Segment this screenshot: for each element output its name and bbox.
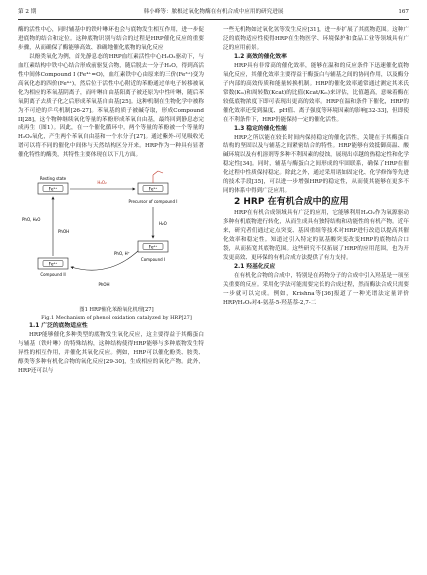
issue-number: 第 2 期: [18, 9, 37, 15]
chapter-heading: 2 HRP 在有机合成中的应用: [234, 197, 349, 208]
h2o-label: H₂O: [159, 221, 167, 227]
fe3-label: Fe³⁺: [148, 186, 158, 192]
section-heading: 2.1 羟基化反应: [234, 263, 276, 270]
paragraph: 酶的活性中心，同时辅基中的铁叶啉环也会与底物发生相互作用，进一步促进底物的结合和定位。这种底物识别与结合的过程是HRP催化反应的重要步骤，从而确保了酶能够高效、准确地催化底物的氧化反应: [18, 27, 204, 51]
figure-caption-en: Fig.1 Mechanism of phenol oxidation catalyzed by HRP[27]: [41, 314, 192, 321]
compound-ii-heme: [38, 258, 68, 277]
paragraph: 一些无机物如过氧化氢等发生反应[31]，进一步扩展了其底物范围。这种广泛的底物适应性使得HRP在生物医学、环境保护和食品工业等领域具有广泛的应用前景。: [223, 27, 409, 51]
paragraph: HRP在有机合成领域具有广泛的应用，它能够利用H₂O₂作为氧源驱动多种有机底物进行转化，从而生成具有独特结构和功能性的有机产物。近年来，研究者们通过定点突变、基因重组等技术对HRP进行改造以提高其催化效率和稳定性。知道过引入特定的氨基酸突变改变HRP的底物结合口袋，从而拓宽其底物范围。这些研究不仅拓展了HRP的应用范围，也为开发更高效、更环保的有机合成方法提供了有力支持。: [223, 210, 409, 261]
resting-state-label: Resting state: [39, 176, 67, 182]
paragraph: HRP能够催化多种类型的底物发生氧化反应，这主要得益于其酶蛋白与辅基（铁叶啉）的特殊结构，这种结构使得HRP能够与多种底物发生特异性的相互作用，并催化其氧化反应。例如，HRP可以催化酚类、胺类、醇类等多种有机化合物的氧化反应[29-30]，生成相应的氧化产物。此外，HRP还可以与: [18, 332, 204, 375]
page-number: 167: [398, 9, 409, 15]
paragraph: HRP之所以能在较长时间内保持稳定的催化活性，关键在于其酶蛋白结构的坚固以及与辅基之间紧密结合的特性。HRP能够有效抵御高温、酸碱环境以及有机溶剂等多种不利因素的侵蚀，展现出卓越的热稳定性和化学稳定性[34]。同时，辅基与酶蛋白之间形成的牢固联系，确保了HRP在催化过程中性质保持稳定。除此之外，通过采用诸如固定化、化学修饰等先进的技术手段[35]，可以进一步增强HRP的稳定性，从而使其能够在更多不同的体系中得到广泛应用。: [223, 134, 409, 195]
section-heading: 1.1 广泛的底物适应性: [29, 323, 88, 330]
page-header: [18, 5, 409, 20]
section-heading: 1.3 稳定的催化性能: [234, 125, 287, 132]
compound-i-label: Compound I: [140, 257, 166, 263]
figure-caption-cn: 图1 HRP催化苯酚氧化机理[27]: [79, 307, 154, 314]
resting-state-heme: [38, 176, 68, 194]
compound-ii-label: Compound II: [40, 272, 66, 278]
paragraph: 在有机化合物的合成中，特别是在药物分子的合成中引入羟基是一项至关重要的反应。采用化学法可能需要完长的合成过程，然而酶法合成只需要一步就可以完成。例如，Krishna等[36]报道了一种光谱法定量评价HRP/H₂O₂对4-氨基-5-羟基萘-2,7-二: [223, 272, 409, 306]
paragraph: HRP具有非常高的催化效率，能够在温和的反应条件下迅速催化底物氧化反应，其催化效率主要得益于酶蛋白与辅基之间的协同作用，以及酶分子内部的高效传质和能量转换机制。HRP的催化效率通常通过测定其米氏常数(Kₘ)和周转数(Kcat)的比值(Kcat/Kₘ)来评估，比值越高，意味着酶在较低底物浓度下即可表现出更高的效率。HRP在温和条件下催化，HRP的催化效率还受到温度、pH值、离子强度等环境因素的影响[32-33]，但即使在不利条件下，HRP仍能保持一定的催化活性。: [223, 62, 409, 123]
precursor-label: Precursor of compound I: [128, 199, 178, 205]
pho-h-label: PhO, H⁺: [114, 251, 130, 257]
running-title: 韩小峰等：脓根过氧化物酶在有机合成中应用的研究进展: [143, 9, 284, 15]
phoh-label: PhOH: [58, 229, 70, 235]
mechanism-figure: [18, 163, 204, 301]
fe4-label: Fe⁴⁺: [148, 244, 158, 250]
compound-i-heme: [138, 241, 168, 262]
right-column: [223, 26, 409, 308]
precursor-heme: [129, 171, 178, 204]
fe3-label: Fe³⁺: [48, 186, 58, 192]
h2o2-label: H₂O₂: [97, 180, 107, 186]
section-heading: 1.2 高效的催化效率: [234, 53, 287, 60]
phoh-label: PhOH: [98, 282, 110, 288]
left-column: [18, 26, 204, 376]
pho-h2o-label: PhO, H₂O: [22, 217, 41, 223]
paragraph: 以酚类氧化为例，首先静息态的HRP血红素活性中心H₂O₂驱动下，与血红素结构中铁中心结合形成前驱复合物，随后脱去一分子H₂O，得到高活性中间体Compound I (Fe⁴⁺=O)，血红素铁中心由原来的三价(Fe³⁺)变为高氧化态的四价(Fe⁴⁺)，然后位于活性中心附近的苯酚通过单电子转移被氧化为相应的苯氧基阴离子，而叶啉自由基阳离子被还原为中性叶啉，随后苯氧阴离子去质子化之后形成苯氧基自由基[25]。这种机制在生物化学中被称为不可逆的乒乓机制[26-27]。苯氧基的质子被碱夺取，形成Compound II[28]，这个物种继续氧化等量的苯酚形成苯氧自由基，最终回到静息态完成再生（图1）。因此，在一个催化循环中，两个等量的苯酚被一个等量的H₂O₂氧化，产生两个苯氧自由基和一个水分子[27]。通过紫外-可见吸收光谱可以将不同的催化中间体与天然结构区分开来。HRP作为一种具有显著催化特性的酶类，其特性主要体现在以下几方面。: [18, 53, 204, 159]
fe4-label: Fe⁴⁺: [48, 261, 58, 267]
